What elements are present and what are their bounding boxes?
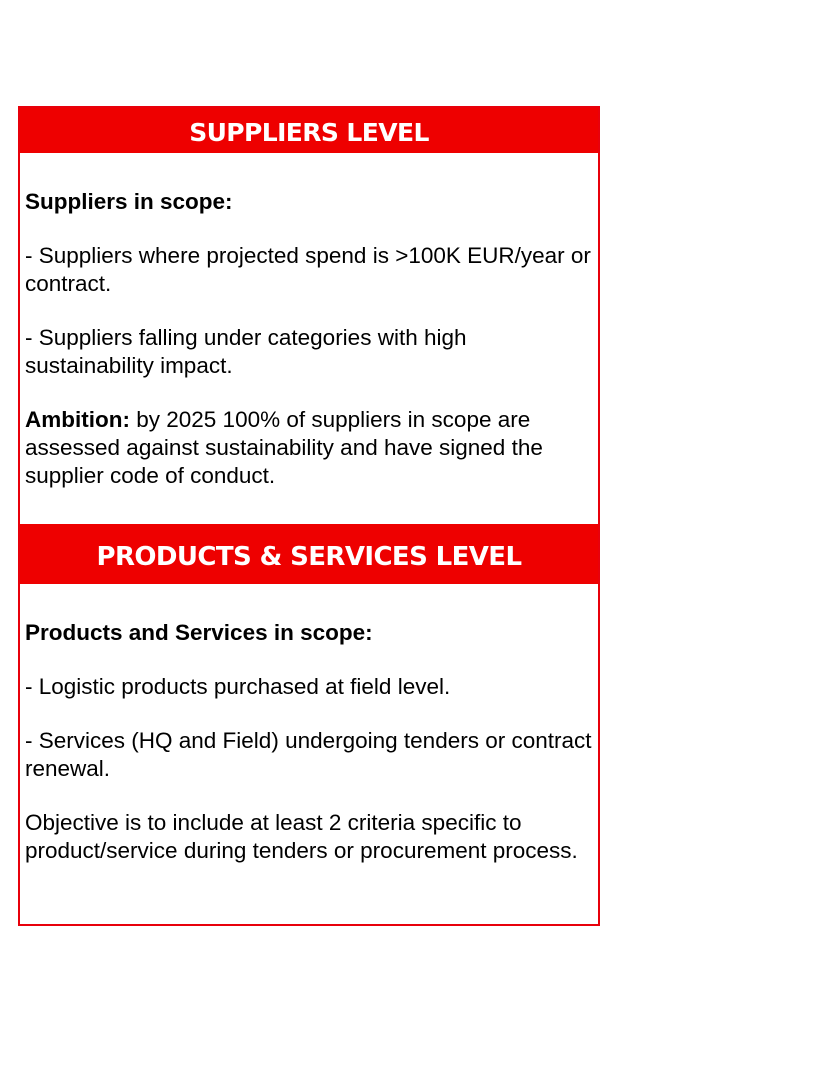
suppliers-level-header (20, 108, 598, 153)
suppliers-scope-heading: Suppliers in scope: (25, 189, 233, 214)
ambition-label: Ambition: (25, 407, 130, 432)
products-scope-bullet-2: - Services (HQ and Field) undergoing tenders or contract renewal. (25, 728, 592, 781)
suppliers-level-body (25, 188, 592, 516)
products-services-level-body (25, 619, 592, 891)
products-scope-heading: Products and Services in scope: (25, 620, 373, 645)
products-services-level-title: PRODUCTS & SERVICES LEVEL (96, 542, 522, 572)
ambition-text: by 2025 100% of suppliers in scope are assessed against sustainability and have signed the supplier code of conduct. (25, 407, 543, 488)
suppliers-scope-bullet-2: - Suppliers falling under categories with high sustainability impact. (25, 325, 467, 378)
level-panel (18, 106, 600, 926)
products-services-level-header (20, 524, 598, 584)
suppliers-level-title: SUPPLIERS LEVEL (189, 118, 429, 147)
suppliers-scope-bullet-1: - Suppliers where projected spend is >100K EUR/year or contract. (25, 243, 591, 296)
products-objective: Objective is to include at least 2 criteria specific to product/service during tenders or procurement process. (25, 810, 578, 863)
suppliers-ambition (25, 406, 592, 490)
products-scope-bullet-1: - Logistic products purchased at field level. (25, 674, 451, 699)
